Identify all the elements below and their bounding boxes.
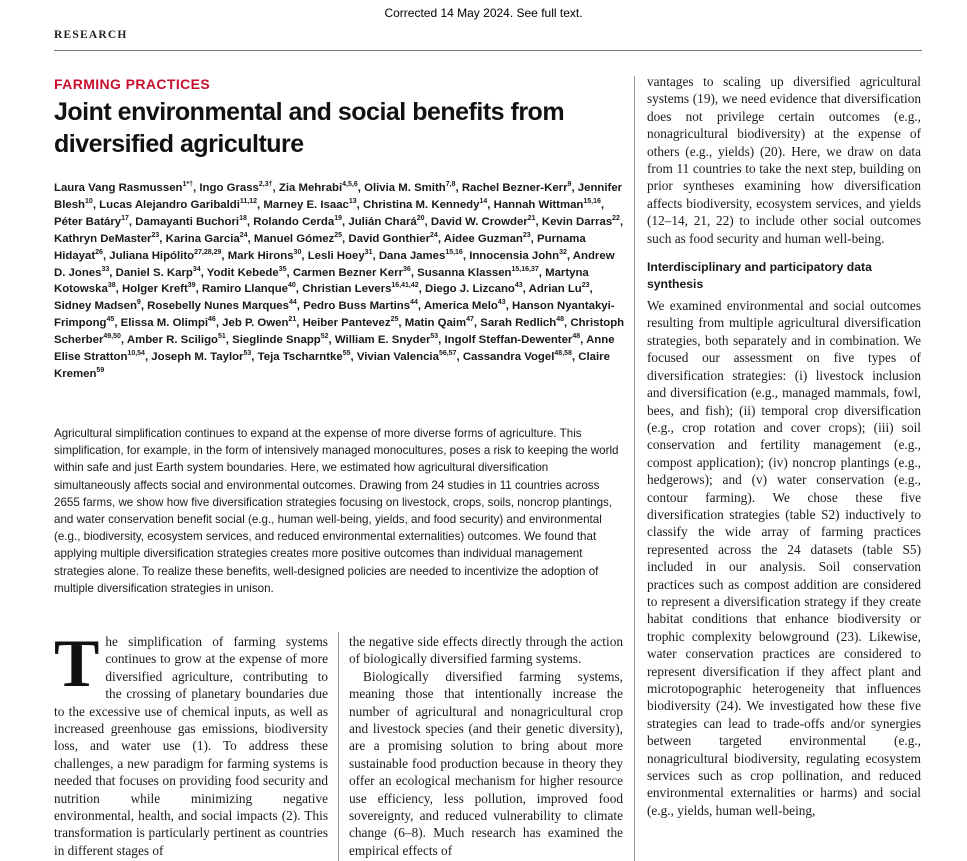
- author-item: [54, 233, 159, 245]
- author-item: [202, 283, 296, 295]
- author-item: [263, 199, 356, 211]
- author-item: [303, 300, 418, 312]
- author-affiliation: 49,50: [103, 333, 121, 341]
- author-affiliation: 15,16,37: [511, 265, 539, 273]
- author-item: [363, 199, 487, 211]
- author-name: America Melo: [423, 300, 498, 313]
- body-column-1: [54, 625, 328, 859]
- author-item: [303, 317, 399, 329]
- abstract: Agricultural simplification continues to expand at the expense of more diverse forms of agriculture. This simplification, for example, in the form of intensively managed monocultures, poses a risk to keeping the world within safe and just Earth system boundaries. Here, we estimated how agricultural diversification simultaneously affects social and environmental outcomes. Drawing from 24 studies in 11 countries across 2655 farms, we show how five diversification strategies focusing on livestock, crops, soils, noncrop plantings, and water conservation benefit social (e.g., human well-being, yields, and food security) and environmental (e.g., biodiversity, ecosystem services, and reduced environmental externalities) outcomes. We found that applying multiple diversification strategies creates more positive outcomes than individual management strategies alone. To realize these benefits, well-designed policies are needed to incentivize the adoption of multiple diversification strategies in unison.: [54, 427, 619, 595]
- author-name: Adrian Lu: [528, 283, 582, 296]
- column-1-text: he simplification of farming systems continues to grow at the expense of more diversified agriculture, contributing to the crossing of planetary boundaries due to the excessive use of chemical inputs, as well as increased greenhouse gas emissions, biodiversity loss, and water use (1). To address these challenges, a new paradigm for farming systems is needed that focuses on providing food security and nutrition while minimizing negative environmental, health, and social impacts (2). This transformation is particularly pertinent as countries in different stages of: [54, 634, 328, 858]
- author-item: [302, 283, 419, 295]
- author-name: David Gonthier: [348, 232, 431, 245]
- author-item: [379, 250, 463, 262]
- kicker: FARMING PRACTICES: [54, 76, 211, 92]
- author-affiliation: 26: [95, 248, 103, 256]
- author-affiliation: 11,12: [239, 198, 258, 206]
- author-item: [222, 317, 296, 329]
- author-affiliation: 59: [96, 367, 105, 375]
- author-name: Mark Hirons: [227, 249, 294, 262]
- author-name: Juliana Hipólito: [109, 249, 195, 262]
- author-item: [431, 216, 536, 228]
- author-name: Rachel Bezner-Kerr: [461, 182, 568, 194]
- author-name: William E. Snyder: [334, 334, 431, 347]
- drop-cap: T: [54, 625, 100, 701]
- author-name: Amber R. Sciligo: [126, 334, 218, 347]
- author-affiliation: 39: [187, 282, 196, 290]
- author-affiliation: 20: [416, 215, 425, 223]
- author-affiliation: 44: [410, 299, 418, 307]
- author-name: Christoph Scherber: [54, 317, 625, 347]
- author-name: Sarah Redlich: [480, 317, 557, 330]
- author-name: Rolando Cerda: [253, 215, 335, 228]
- author-affiliation: 48,58: [554, 350, 572, 358]
- author-name: Yodit Kebede: [206, 266, 279, 279]
- author-item: [494, 199, 601, 211]
- author-affiliation: 15,16: [445, 248, 463, 256]
- author-name: Christina M. Kennedy: [363, 198, 480, 211]
- author-affiliation: 14: [479, 198, 488, 206]
- author-name: Zia Mehrabi: [278, 182, 343, 194]
- author-name: Joseph M. Taylor: [151, 351, 244, 364]
- column-divider-left: [338, 632, 339, 861]
- author-item: [348, 233, 437, 245]
- column-2-paragraph-1: the negative side effects directly through the action of biologically diversified farming systems.: [349, 634, 623, 667]
- author-item: [445, 334, 581, 346]
- author-item: [151, 351, 251, 363]
- author-name: Heiber Pantevez: [302, 317, 391, 330]
- body-column-3: [647, 73, 921, 819]
- author-name: Kevin Darras: [541, 215, 613, 228]
- author-item: [335, 334, 438, 346]
- author-affiliation: 23: [151, 231, 160, 239]
- author-name: Teja Tscharntke: [257, 351, 343, 364]
- author-affiliation: 7,8: [445, 181, 456, 189]
- author-name: Laura Vang Rasmussen: [54, 182, 183, 194]
- author-name: Aidee Guzman: [443, 232, 523, 245]
- author-name: Rosebelly Nunes Marques: [147, 300, 289, 313]
- author-affiliation: 52: [320, 333, 329, 341]
- author-item: [425, 283, 523, 295]
- author-item: [121, 317, 216, 329]
- column-3-paragraph-1: vantages to scaling up diversified agricultural systems (19), we need evidence that diversification does not privilege certain outcomes (e.g., nonagricultural biodiversity) at the expense of others (e.g., yields) (20). Here, we draw on data from 11 countries to take the next step, building on prior syntheses examining how diversification affects biodiversity, ecosystem services, and yields (12–14, 21, 22) to include other social outcomes such as food security and human well-being.: [647, 74, 921, 246]
- author-affiliation: 16,41,42: [391, 282, 419, 290]
- author-item: [228, 250, 302, 262]
- author-name: Jennifer Blesh: [54, 182, 623, 211]
- author-affiliation: 9: [567, 181, 572, 189]
- author-item: [166, 233, 248, 245]
- author-item: [542, 216, 620, 228]
- author-affiliation: 48: [556, 316, 565, 324]
- author-item: [308, 250, 373, 262]
- author-item: [147, 300, 297, 312]
- author-affiliation: 23: [581, 282, 590, 290]
- author-affiliation: 2,3†: [258, 181, 273, 189]
- author-affiliation: 43: [514, 282, 523, 290]
- author-item: [54, 300, 141, 312]
- author-name: Ingolf Steffan-Dewenter: [444, 334, 573, 347]
- author-affiliation: 13: [348, 198, 357, 206]
- author-affiliation: 53: [430, 333, 439, 341]
- author-item: [364, 182, 455, 194]
- author-name: Péter Batáry: [54, 215, 122, 228]
- author-item: [199, 182, 272, 194]
- author-name: Pedro Buss Martins: [303, 300, 411, 313]
- author-affiliation: 45: [106, 316, 115, 324]
- author-name: Marney E. Isaac: [263, 198, 349, 211]
- author-item: [127, 334, 226, 346]
- author-name: Ramiro Llanque: [201, 283, 288, 296]
- article-title: Joint environmental and social benefits from diversified agriculture: [54, 98, 565, 158]
- author-item: [529, 283, 590, 295]
- author-name: Christian Levers: [302, 283, 392, 296]
- correction-notice: Corrected 14 May 2024. See full text.: [384, 6, 583, 20]
- author-list: Laura Vang Rasmussen$^{1*\dagger}$, Ingo Grass$^{2,3\dagger}$, Zia Mehrabi$^{4,5,6}$, Olivia M. Smith$^{7,8}$, Rachel Bezner-Kerr$^9$, Jennifer Blesh$^{10}$, Lucas Alejandro Garibaldi$^{11,12}$, Marney E. Isaac$^{13}$, Christina M. Kennedy$^{14}$, Hannah Wittman$^{15,16}$, Péter Batáry$^{17}$, Damayanti Buchori$^{18}$, Rolando Cerda$^{19}$, Julián Chará$^{20}$, David W. Crowder$^{21}$, Kevin Darras$^{22}$, Kathryn DeMaster$^{23}$, Karina Garcia$^{24}$, Manuel Gómez$^{25}$, David Gonthier$^{24}$, Aidee Guzman$^{23}$, Purnama Hidayat$^{26}$, Juliana Hipólito$^{27,28,29}$, Mark Hirons$^{30}$, Lesli Hoey$^{31}$, Dana James$^{15,16}$, Innocensia John$^{32}$, Andrew D. Jones$^{33}$, Daniel S. Karp$^{34}$, Yodit Kebede$^{35}$, Carmen Bezner Kerr$^{36}$, Susanna Klassen$^{15,16,37}$, Martyna Kotowska$^{38}$, Holger Kreft$^{39}$, Ramiro Llanque$^{40}$, Christian Levers$^{16,41,42}$, Diego J. Lizcano$^{43}$, Adrian Lu$^{23}$, Sidney Madsen$^9$, Rosebelly Nunes Marques$^{44}$, Pedro Buss Martins$^{44}$, America Melo$^{43}$, Hanson Nyantakyi-Frimpong$^{45}$, Elissa M. Olimpi$^{46}$, Jeb P. Owen$^{21}$, Heiber Pantevez$^{25}$, Matin Qaim$^{47}$, Sarah Redlich$^{48}$, Christoph Scherber$^{49,50}$, Amber R. Sciligo$^{51}$, Sieglinde Snapp$^{52}$, William E. Snyder$^{53}$, Ingolf Steffan-Dewenter$^{48}$, Anne Elise Stratton$^{10,54}$, Joseph M. Taylor$^{53}$, Teja Tscharntke$^{55}$, Vivian Valencia$^{56,57}$, Cassandra Vogel$^{48,58}$, Claire Kremen$^{59}$: [54, 181, 625, 380]
- author-name: Anne Elise Stratton: [54, 334, 615, 364]
- author-affiliation: 56,57: [438, 350, 457, 358]
- author-name: Diego J. Lizcano: [425, 283, 515, 296]
- author-item: [480, 317, 564, 329]
- author-name: Hanson Nyantakyi-Frimpong: [54, 300, 615, 330]
- author-affiliation: 9: [136, 299, 141, 307]
- author-affiliation: 17: [121, 215, 129, 223]
- column-3-paragraph-2: We examined environmental and social outcomes resulting from multiple agricultural diversification strategies, both separately and in combination. We focused our assessment on five types of diversification strategies: (i) livestock inclusion and diversification (e.g., managed mammals, fowl, bees, and fish); (ii) temporal crop diversification (e.g., crop rotation and cover crops); (iii) soil conservation and fertility management (e.g., compost application); (iv) noncrop plantings (e.g., hedgerows); and (v) water conservation (e.g., contour farming). We chose these five diversification strategies (table S2) inductively to classify the wide array of farming practices represented across the 24 datasets (table S5) included in our analysis. Soil conservation practices such as compost addition are considered to represent a diversification strategy if they create habitat conditions that enhance biodiversity or trophic complexity belowground (23). Likewise, water conservation practices are considered to represent diversification if they affect plant and microtopographic heterogeneity that influences biodiversity (24). We investigated how these five strategies can lead to trade-offs and/or synergies between targeted environmental (e.g., nonagricultural biodiversity, regulating ecosystem services such as crop pollination, and reduced environmental externalities or harms) and social (e.g., yields, human well-being,: [647, 298, 921, 818]
- author-affiliation: 40: [288, 282, 296, 290]
- author-affiliation: 22: [612, 215, 620, 223]
- author-affiliation: 10: [85, 198, 93, 206]
- author-item: [54, 216, 129, 228]
- author-item: [116, 267, 201, 279]
- author-affiliation: 31: [364, 248, 373, 256]
- author-item: [444, 233, 531, 245]
- author-item: [254, 233, 342, 245]
- author-name: Damayanti Buchori: [135, 215, 240, 228]
- author-name: Hannah Wittman: [493, 198, 584, 211]
- author-affiliation: 15,16: [583, 198, 601, 206]
- body-column-2: [349, 633, 623, 859]
- column-divider-right: [634, 76, 635, 861]
- author-affiliation: 35: [278, 265, 287, 273]
- author-affiliation: 51: [218, 333, 226, 341]
- author-item: [463, 351, 572, 363]
- section-heading: Interdisciplinary and participatory data synthesis: [647, 260, 872, 292]
- author-name: Kathryn DeMaster: [54, 232, 152, 245]
- author-affiliation: 46: [208, 316, 216, 324]
- author-name: Carmen Bezner Kerr: [292, 266, 404, 279]
- author-name: Karina Garcia: [165, 232, 240, 245]
- author-affiliation: 53: [243, 350, 252, 358]
- column-2-paragraph-2: Biologically diversified farming systems, meaning those that intentionally increase the number of agricultural and nonagricultural crop and livestock species (and their genetic diversity), are a promising solution to bring about more sustainable food production because in theory they offer an ecological mechanism for higher resource use efficiency, less pollution, improved food sovereignty, and reduced vulnerability to climate change (6–8). Much research has examined the empirical effects of: [349, 668, 623, 858]
- author-item: [357, 351, 457, 363]
- author-affiliation: 10,54: [127, 350, 145, 358]
- author-item: [232, 334, 328, 346]
- author-affiliation: 30: [293, 248, 302, 256]
- author-affiliation: 23: [522, 231, 531, 239]
- author-affiliation: 34: [192, 265, 201, 273]
- author-name: Lesli Hoey: [307, 249, 365, 262]
- author-affiliation: 43: [497, 299, 506, 307]
- author-item: [258, 351, 351, 363]
- author-item: [109, 250, 221, 262]
- section-label: RESEARCH: [54, 29, 128, 41]
- author-affiliation: 21: [527, 215, 536, 223]
- author-affiliation: 25: [390, 316, 399, 324]
- author-item: [469, 250, 567, 262]
- author-name: Purnama Hidayat: [54, 232, 586, 262]
- author-affiliation: 47: [466, 316, 474, 324]
- author-affiliation: 18: [239, 215, 247, 223]
- author-item: [405, 317, 474, 329]
- author-name: Ingo Grass: [199, 182, 259, 194]
- author-affiliation: 33: [101, 265, 110, 273]
- author-item: [207, 267, 287, 279]
- author-affiliation: 1*†: [182, 181, 194, 189]
- author-affiliation: 55: [342, 350, 351, 358]
- author-name: Claire Kremen: [54, 351, 610, 380]
- author-name: Martyna Kotowska: [54, 266, 589, 296]
- author-name: Lucas Alejandro Garibaldi: [99, 198, 240, 211]
- author-item: [253, 216, 342, 228]
- author-item: [122, 283, 196, 295]
- author-name: Innocensia John: [469, 249, 560, 262]
- author-item: [279, 182, 358, 194]
- author-affiliation: 24: [239, 231, 248, 239]
- author-affiliation: 48: [572, 333, 581, 341]
- author-name: Jeb P. Owen: [222, 317, 289, 330]
- author-name: Dana James: [378, 249, 446, 262]
- author-affiliation: 25: [334, 231, 343, 239]
- author-item: [99, 199, 257, 211]
- author-affiliation: 4,5,6: [342, 181, 358, 189]
- author-name: Andrew D. Jones: [54, 249, 615, 279]
- top-rule: [54, 50, 922, 51]
- author-affiliation: 21: [288, 316, 297, 324]
- author-name: Sidney Madsen: [54, 300, 137, 313]
- author-name: Holger Kreft: [121, 283, 188, 296]
- author-name: Cassandra Vogel: [462, 351, 555, 364]
- author-name: David W. Crowder: [430, 215, 528, 228]
- author-name: Julián Chará: [348, 215, 417, 228]
- author-name: Daniel S. Karp: [115, 266, 193, 279]
- author-name: Elissa M. Olimpi: [120, 317, 209, 330]
- author-name: Matin Qaim: [404, 317, 467, 330]
- author-name: Vivian Valencia: [356, 351, 439, 364]
- author-item: [417, 267, 539, 279]
- author-name: Sieglinde Snapp: [232, 334, 321, 347]
- author-item: [424, 300, 506, 312]
- author-item: [348, 216, 424, 228]
- author-name: Olivia M. Smith: [364, 182, 446, 194]
- author-item: [293, 267, 411, 279]
- author-item: [135, 216, 247, 228]
- author-affiliation: 24: [430, 231, 438, 239]
- author-item: [54, 182, 193, 194]
- author-affiliation: 38: [107, 282, 116, 290]
- author-affiliation: 27,28,29: [194, 248, 222, 256]
- author-name: Susanna Klassen: [417, 266, 512, 279]
- author-affiliation: 44: [288, 299, 297, 307]
- author-affiliation: 36: [403, 265, 411, 273]
- author-affiliation: 32: [559, 248, 567, 256]
- author-item: [462, 182, 572, 194]
- author-name: Manuel Gómez: [253, 232, 335, 245]
- author-affiliation: 19: [334, 215, 343, 223]
